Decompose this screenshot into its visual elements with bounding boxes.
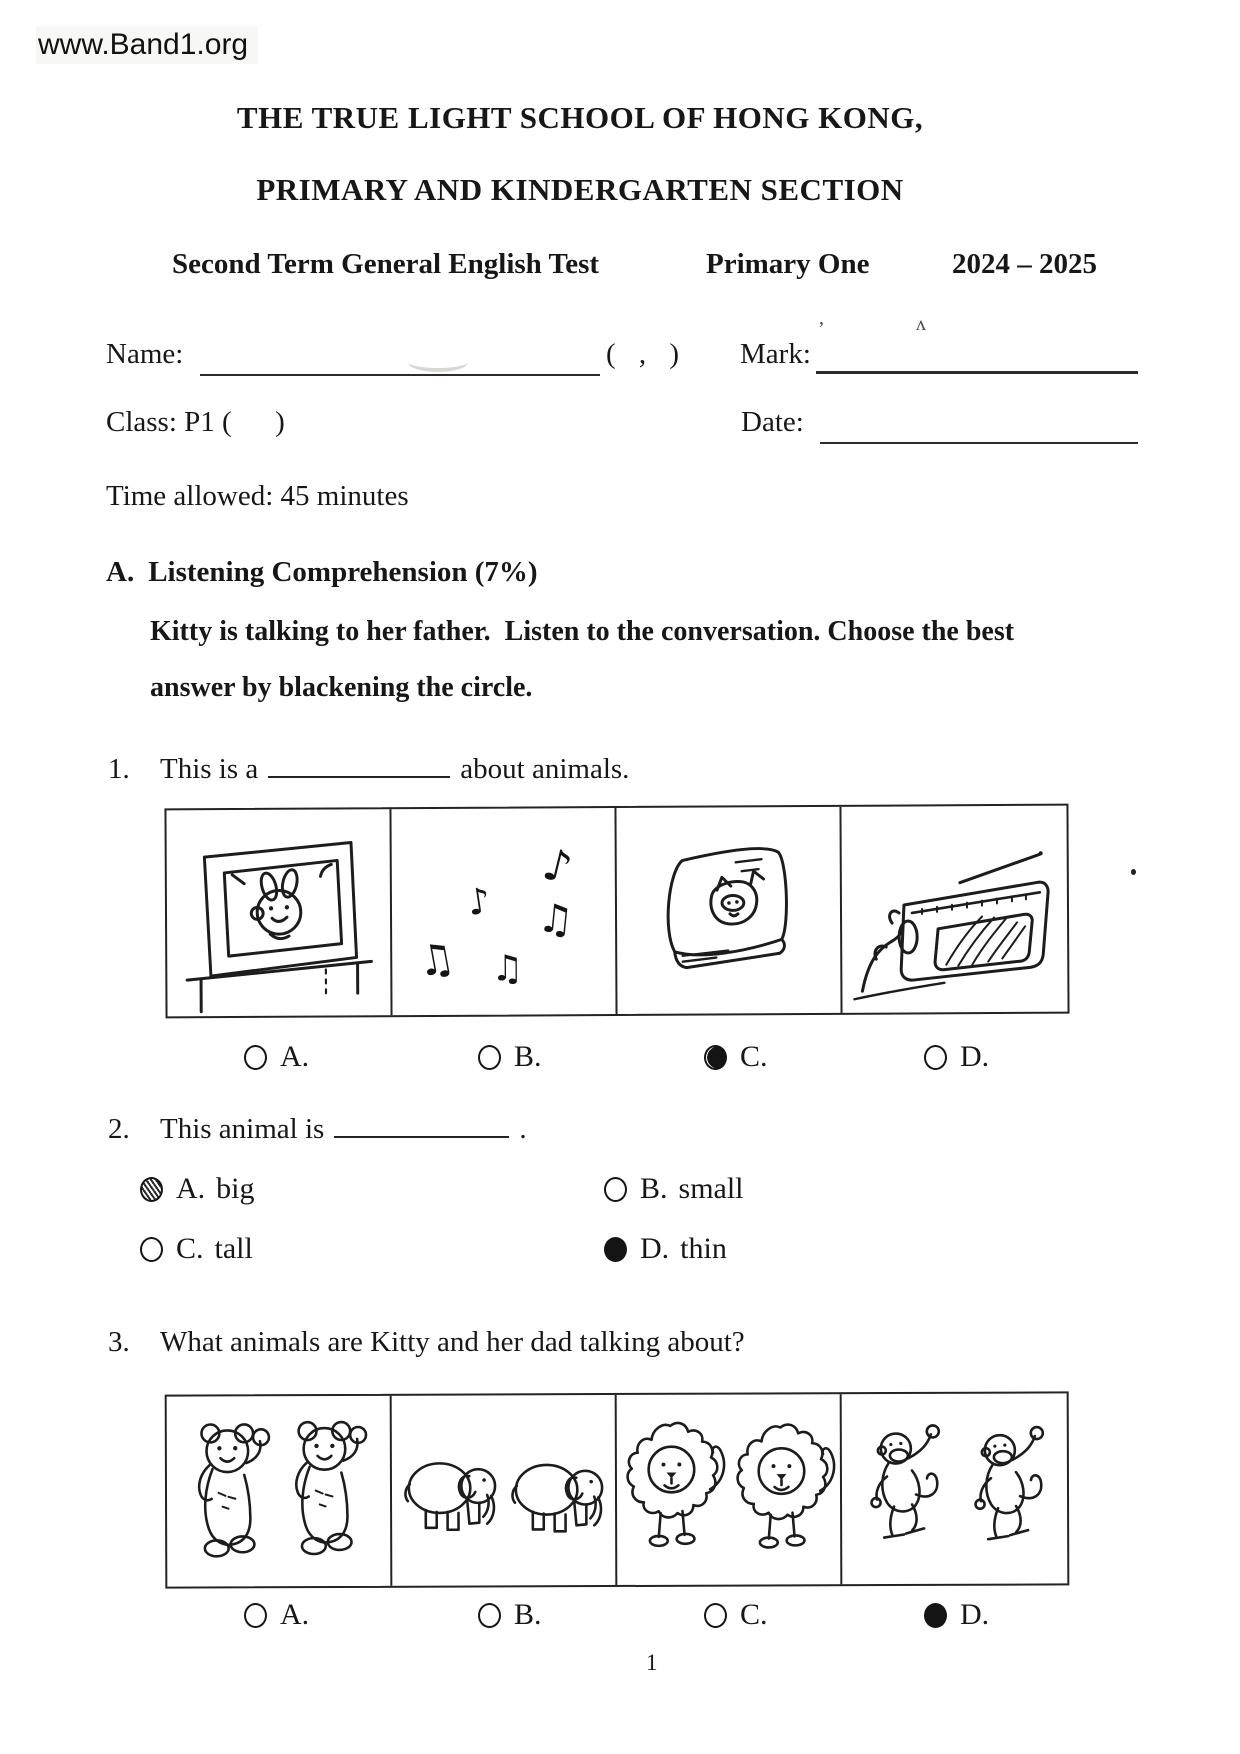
answer-bubble[interactable] [924, 1045, 947, 1070]
answer-bubble[interactable] [478, 1603, 501, 1628]
school-section-name: PRIMARY AND KINDERGARTEN SECTION [256, 172, 904, 207]
stray-pen-mark: ’ [818, 318, 825, 340]
q2-option-a[interactable] [140, 1172, 255, 1206]
answer-bubble[interactable] [704, 1045, 727, 1070]
q3-option-d[interactable] [924, 1598, 989, 1632]
option-label: D. [640, 1232, 670, 1265]
class-label: Class: P1 ( ) [106, 406, 285, 438]
option-text: thin [680, 1232, 727, 1265]
option-label: B. [640, 1172, 668, 1205]
ink-speck [1131, 869, 1136, 875]
question-1-stem [108, 746, 629, 786]
picture-option-a [166, 809, 392, 1016]
picture-option-d [842, 1393, 1068, 1584]
svg-text:♫: ♫ [413, 931, 459, 987]
svg-text:♫: ♫ [491, 948, 524, 990]
option-label: C. [740, 1598, 768, 1631]
option-text: big [216, 1172, 255, 1205]
section-a-heading [106, 556, 538, 589]
question-2-stem [108, 1106, 527, 1146]
picture-option-c [617, 1394, 843, 1585]
tv-with-rabbit-illustration [166, 809, 390, 1016]
q1-option-d[interactable] [924, 1040, 989, 1074]
picture-option-b [392, 1395, 618, 1586]
q2-option-c[interactable] [140, 1232, 253, 1266]
two-monkeys-illustration [842, 1393, 1068, 1584]
svg-text:♫: ♫ [535, 894, 576, 945]
option-text: tall [214, 1232, 253, 1265]
q3-option-c[interactable] [704, 1598, 768, 1632]
question-3-stem [108, 1326, 745, 1359]
answer-bubble[interactable] [140, 1177, 163, 1202]
option-label: A. [176, 1172, 206, 1205]
question-number: 3. [108, 1326, 130, 1358]
school-name: THE TRUE LIGHT SCHOOL OF HONG KONG, [236, 100, 924, 135]
picture-option-d [841, 806, 1067, 1013]
question-text: This animal is [160, 1113, 325, 1145]
picture-option-c [616, 807, 842, 1014]
section-a-title: Listening Comprehension (7%) [148, 556, 538, 588]
option-label: C. [176, 1232, 204, 1265]
name-label: Name: [106, 338, 184, 370]
answer-blank[interactable] [268, 746, 450, 778]
page-number: 1 [646, 1650, 658, 1675]
option-label: B. [514, 1598, 542, 1631]
option-label: B. [514, 1040, 542, 1073]
book-with-pig-illustration [616, 807, 840, 1014]
section-a-label: A. [106, 556, 135, 588]
pencil-smudge [408, 352, 468, 372]
option-label: D. [960, 1598, 990, 1631]
q1-option-b[interactable] [478, 1040, 542, 1074]
mark-write-in-line[interactable] [816, 337, 1138, 374]
answer-bubble[interactable] [244, 1045, 267, 1070]
answer-bubble[interactable] [604, 1177, 627, 1202]
option-text: small [678, 1172, 744, 1205]
question-text: . [519, 1113, 527, 1145]
option-label: A. [280, 1040, 310, 1073]
question-text: What animals are Kitty and her dad talking about? [160, 1326, 745, 1358]
answer-bubble[interactable] [604, 1237, 627, 1262]
music-notes-illustration [391, 808, 615, 1015]
option-label: A. [280, 1598, 310, 1631]
q2-option-d[interactable] [604, 1232, 727, 1266]
answer-bubble[interactable] [140, 1237, 163, 1262]
picture-option-b [391, 808, 617, 1015]
q1-option-c[interactable] [704, 1040, 768, 1074]
time-allowed: Time allowed: 45 minutes [106, 480, 409, 512]
watermark: www.Band1.org [36, 26, 258, 64]
q3-option-b[interactable] [478, 1598, 542, 1632]
radio-illustration [841, 806, 1067, 1013]
section-a-instructions-line2: answer by blackening the circle. [150, 672, 533, 703]
option-label: C. [740, 1040, 768, 1073]
date-label: Date: [741, 406, 804, 438]
answer-bubble[interactable] [244, 1603, 267, 1628]
question-text: about animals. [460, 753, 630, 785]
q3-option-a[interactable] [244, 1598, 309, 1632]
two-bears-illustration [167, 1396, 391, 1587]
section-a-instructions-line1: Kitty is talking to her father. Listen to the conversation. Choose the best [150, 616, 1015, 647]
question-number: 1. [108, 753, 130, 785]
answer-bubble[interactable] [478, 1045, 501, 1070]
question-number: 2. [108, 1113, 130, 1145]
answer-blank[interactable] [334, 1106, 509, 1138]
name-write-in-line[interactable] [200, 340, 600, 376]
two-lions-illustration [617, 1394, 841, 1585]
svg-text:♪: ♪ [464, 880, 494, 925]
q1-option-a[interactable] [244, 1040, 309, 1074]
school-year: 2024 – 2025 [952, 248, 1097, 280]
svg-text:♪: ♪ [537, 839, 577, 895]
answer-bubble[interactable] [924, 1603, 947, 1628]
name-class-number-parens: ( , ) [606, 338, 688, 370]
test-title: Second Term General English Test [172, 248, 600, 280]
question-3-picture-strip [165, 1391, 1070, 1588]
picture-option-a [167, 1396, 393, 1587]
stray-pen-mark: ʌ [916, 313, 926, 335]
question-1-picture-strip [164, 804, 1069, 1019]
option-label: D. [960, 1040, 990, 1073]
mark-label: Mark: [740, 338, 811, 370]
grade-level: Primary One [706, 248, 870, 280]
date-write-in-line[interactable] [820, 408, 1138, 444]
question-text: This is a [160, 753, 259, 785]
two-elephants-illustration [392, 1395, 616, 1586]
q2-option-b[interactable] [604, 1172, 744, 1206]
answer-bubble[interactable] [704, 1603, 727, 1628]
